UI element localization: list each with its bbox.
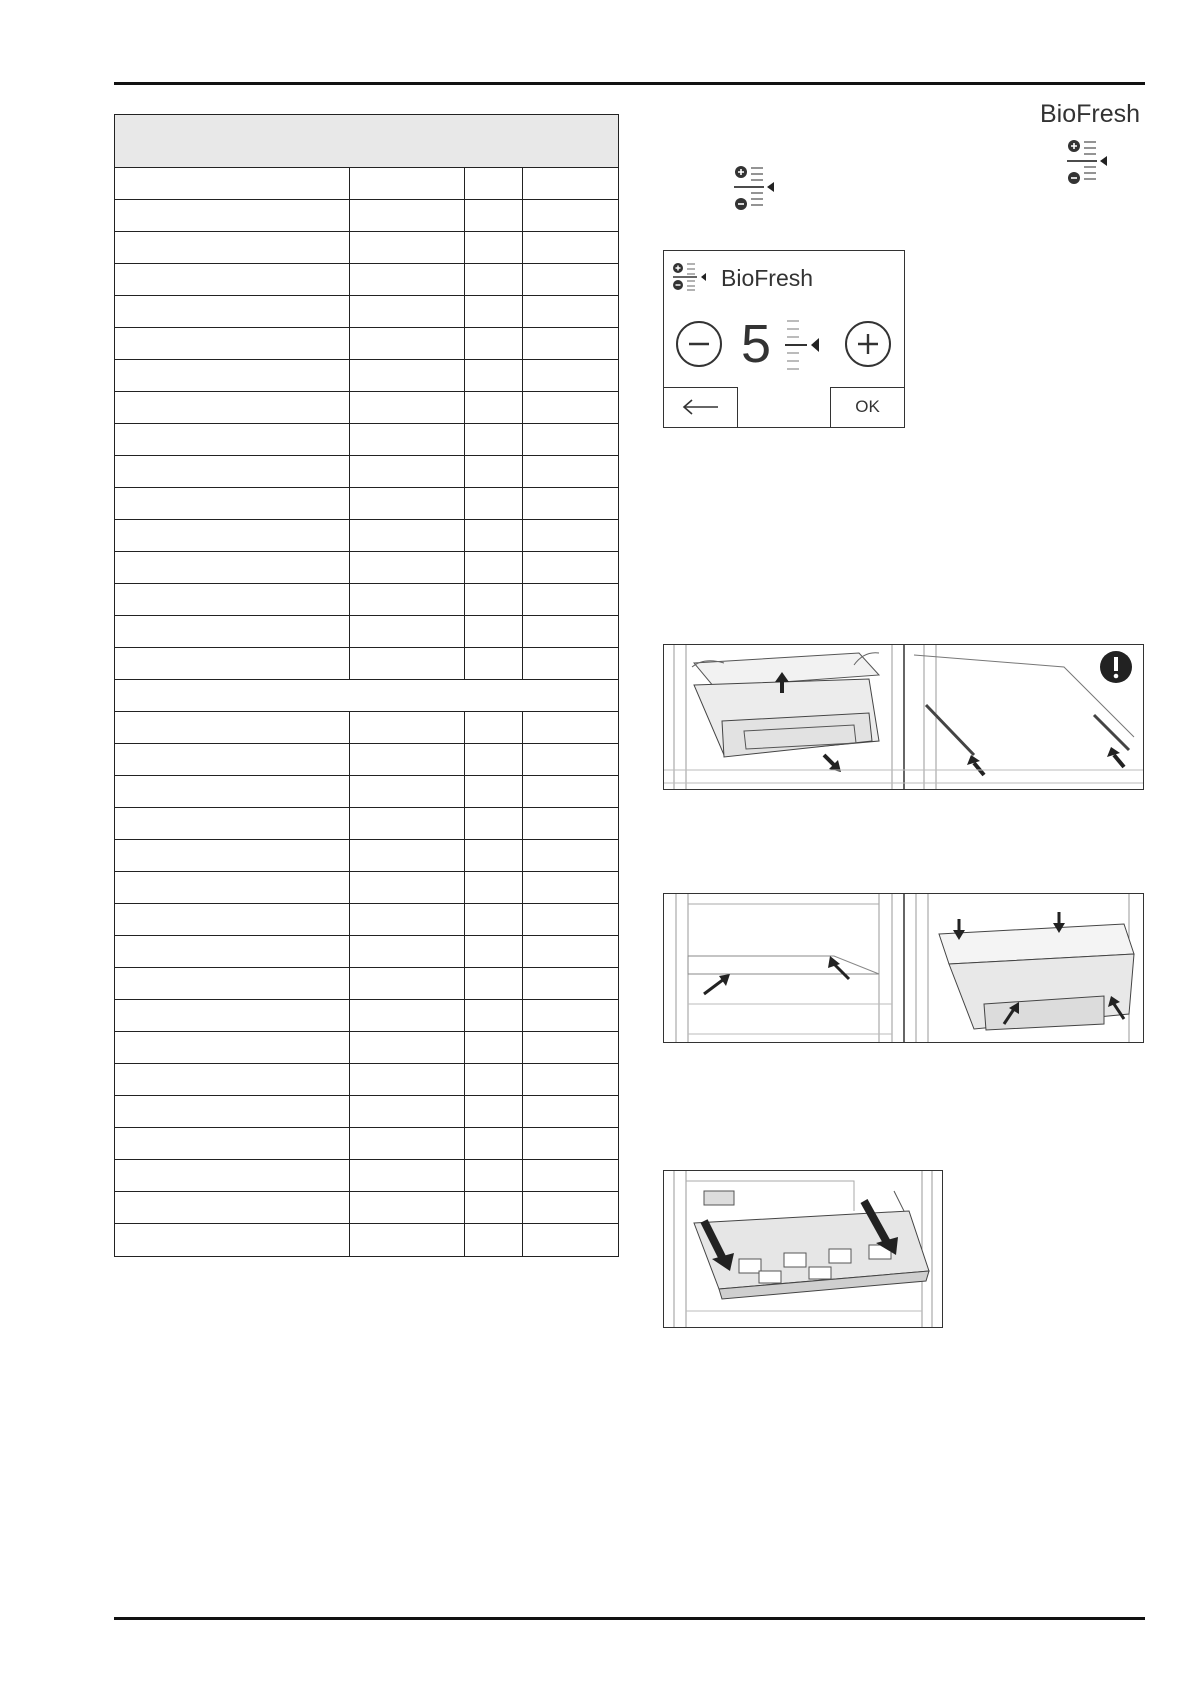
table-cell <box>523 1000 618 1031</box>
spec-table <box>114 114 619 1257</box>
table-cell <box>523 232 618 263</box>
table-cell <box>115 616 350 647</box>
table-cell <box>523 392 618 423</box>
biofresh-display-panel <box>663 250 905 428</box>
table-cell <box>465 1224 523 1256</box>
level-indicator-icon <box>783 317 827 373</box>
table-row <box>115 616 618 648</box>
table-row <box>115 552 618 584</box>
table-cell <box>465 360 523 391</box>
table-cell <box>465 808 523 839</box>
table-row <box>115 1160 618 1192</box>
table-cell <box>350 1096 465 1127</box>
increase-button[interactable] <box>845 321 891 367</box>
minus-icon <box>678 323 720 365</box>
table-cell <box>465 872 523 903</box>
table-cell <box>350 232 465 263</box>
table-cell <box>465 648 523 679</box>
table-cell <box>350 776 465 807</box>
table-cell <box>350 488 465 519</box>
table-row <box>115 968 618 1000</box>
table-cell <box>523 904 618 935</box>
table-cell <box>115 1000 350 1031</box>
table-cell <box>523 872 618 903</box>
table-cell <box>115 264 350 295</box>
table-cell <box>523 1032 618 1063</box>
table-cell <box>350 1224 465 1256</box>
table-cell <box>465 968 523 999</box>
table-row <box>115 584 618 616</box>
table-cell <box>115 776 350 807</box>
table-cell <box>465 392 523 423</box>
table-row <box>115 1032 618 1064</box>
table-cell <box>115 232 350 263</box>
table-cell <box>523 968 618 999</box>
table-cell <box>115 808 350 839</box>
table-cell <box>350 936 465 967</box>
table-cell <box>350 520 465 551</box>
table-cell <box>523 424 618 455</box>
table-cell <box>465 1064 523 1095</box>
table-row <box>115 200 618 232</box>
table-row <box>115 936 618 968</box>
table-row <box>115 168 618 200</box>
table-cell <box>115 648 350 679</box>
table-cell <box>350 296 465 327</box>
table-cell <box>523 1064 618 1095</box>
table-cell <box>350 392 465 423</box>
table-cell <box>115 424 350 455</box>
table-row <box>115 1192 618 1224</box>
table-row <box>115 232 618 264</box>
table-cell <box>115 456 350 487</box>
table-cell <box>350 1192 465 1223</box>
table-cell <box>350 712 465 743</box>
table-cell <box>115 1160 350 1191</box>
table-cell <box>465 1192 523 1223</box>
table-cell <box>115 680 618 711</box>
table-row <box>115 456 618 488</box>
table-cell <box>523 360 618 391</box>
table-cell <box>523 1192 618 1223</box>
table-cell <box>350 648 465 679</box>
top-rule <box>114 82 1145 85</box>
bottom-rule <box>114 1617 1145 1620</box>
table-row <box>115 360 618 392</box>
table-cell <box>465 456 523 487</box>
table-row <box>115 904 618 936</box>
table-row <box>115 392 618 424</box>
table-cell <box>465 1096 523 1127</box>
table-cell <box>465 328 523 359</box>
table-cell <box>523 840 618 871</box>
table-row <box>115 1064 618 1096</box>
decrease-button[interactable] <box>676 321 722 367</box>
table-cell <box>465 1128 523 1159</box>
table-cell <box>465 520 523 551</box>
table-cell <box>465 904 523 935</box>
table-cell <box>115 904 350 935</box>
table-cell <box>350 872 465 903</box>
table-cell <box>350 840 465 871</box>
table-cell <box>523 1096 618 1127</box>
table-cell <box>523 296 618 327</box>
table-cell <box>523 488 618 519</box>
table-cell <box>465 424 523 455</box>
table-cell <box>115 1128 350 1159</box>
table-row <box>115 1128 618 1160</box>
drawer-insertion-illustration <box>663 893 1144 1043</box>
level-adjust-icon <box>1063 138 1113 188</box>
drawer-removal-illustration <box>663 644 1144 790</box>
table-cell <box>465 488 523 519</box>
drawer-insertion-drawing <box>664 894 1144 1043</box>
table-cell <box>465 712 523 743</box>
table-cell <box>523 584 618 615</box>
table-cell <box>523 456 618 487</box>
table-cell <box>115 1192 350 1223</box>
table-section-row <box>115 680 618 712</box>
table-cell <box>115 552 350 583</box>
table-row <box>115 744 618 776</box>
table-cell <box>115 520 350 551</box>
table-cell <box>523 776 618 807</box>
table-cell <box>350 1128 465 1159</box>
table-cell <box>523 936 618 967</box>
table-cell <box>115 584 350 615</box>
table-cell <box>350 616 465 647</box>
table-cell <box>523 1160 618 1191</box>
table-cell <box>115 1096 350 1127</box>
table-row <box>115 1224 618 1256</box>
table-cell <box>465 936 523 967</box>
shelf-plate-drawing <box>664 1171 943 1328</box>
table-cell <box>465 584 523 615</box>
table-cell <box>350 904 465 935</box>
table-cell <box>115 360 350 391</box>
table-cell <box>465 552 523 583</box>
level-value: 5 <box>741 314 772 374</box>
table-cell <box>523 552 618 583</box>
table-header <box>115 115 618 168</box>
table-cell <box>350 1160 465 1191</box>
table-cell <box>350 168 465 199</box>
table-row <box>115 808 618 840</box>
table-row <box>115 488 618 520</box>
table-cell <box>465 1032 523 1063</box>
table-row <box>115 1000 618 1032</box>
table-cell <box>350 1064 465 1095</box>
table-row <box>115 424 618 456</box>
table-cell <box>350 360 465 391</box>
table-cell <box>465 1160 523 1191</box>
drawer-removal-drawing <box>664 645 1144 790</box>
table-cell <box>523 328 618 359</box>
table-cell <box>350 264 465 295</box>
table-cell <box>465 296 523 327</box>
table-row <box>115 712 618 744</box>
table-cell <box>115 712 350 743</box>
table-row <box>115 264 618 296</box>
table-cell <box>523 168 618 199</box>
table-cell <box>523 1128 618 1159</box>
table-cell <box>115 328 350 359</box>
table-cell <box>465 264 523 295</box>
panel-title: BioFresh <box>721 265 814 291</box>
table-cell <box>523 200 618 231</box>
table-cell <box>115 744 350 775</box>
table-cell <box>350 744 465 775</box>
table-cell <box>115 200 350 231</box>
table-cell <box>350 808 465 839</box>
table-row <box>115 328 618 360</box>
table-cell <box>350 328 465 359</box>
table-cell <box>115 968 350 999</box>
table-cell <box>465 616 523 647</box>
biofresh-label: BioFresh <box>1040 100 1141 128</box>
table-cell <box>350 424 465 455</box>
table-row <box>115 296 618 328</box>
table-cell <box>115 392 350 423</box>
table-row <box>115 520 618 552</box>
plus-icon <box>847 323 889 365</box>
table-cell <box>465 168 523 199</box>
table-cell <box>465 200 523 231</box>
table-cell <box>523 520 618 551</box>
table-cell <box>523 264 618 295</box>
table-cell <box>350 456 465 487</box>
table-cell <box>115 1224 350 1256</box>
table-cell <box>523 648 618 679</box>
table-cell <box>523 712 618 743</box>
table-cell <box>465 232 523 263</box>
table-cell <box>350 200 465 231</box>
table-cell <box>350 1000 465 1031</box>
level-adjust-icon <box>671 261 713 293</box>
table-cell <box>115 872 350 903</box>
level-adjust-icon <box>730 164 780 214</box>
table-cell <box>465 840 523 871</box>
table-row <box>115 1096 618 1128</box>
table-cell <box>465 776 523 807</box>
table-row <box>115 872 618 904</box>
table-cell <box>350 584 465 615</box>
table-cell <box>115 936 350 967</box>
table-cell <box>523 1224 618 1256</box>
table-cell <box>350 552 465 583</box>
table-cell <box>115 488 350 519</box>
table-cell <box>523 744 618 775</box>
table-cell <box>115 1064 350 1095</box>
table-cell <box>115 840 350 871</box>
ok-button[interactable]: OK <box>830 387 904 427</box>
table-cell <box>465 1000 523 1031</box>
table-cell <box>465 744 523 775</box>
table-cell <box>350 1032 465 1063</box>
table-row <box>115 648 618 680</box>
table-cell <box>115 296 350 327</box>
table-cell <box>115 168 350 199</box>
shelf-plate-illustration <box>663 1170 943 1328</box>
table-cell <box>523 808 618 839</box>
back-arrow-icon <box>664 388 736 426</box>
back-button[interactable] <box>664 387 738 427</box>
table-row <box>115 776 618 808</box>
table-cell <box>115 1032 350 1063</box>
table-row <box>115 840 618 872</box>
table-cell <box>523 616 618 647</box>
table-cell <box>350 968 465 999</box>
